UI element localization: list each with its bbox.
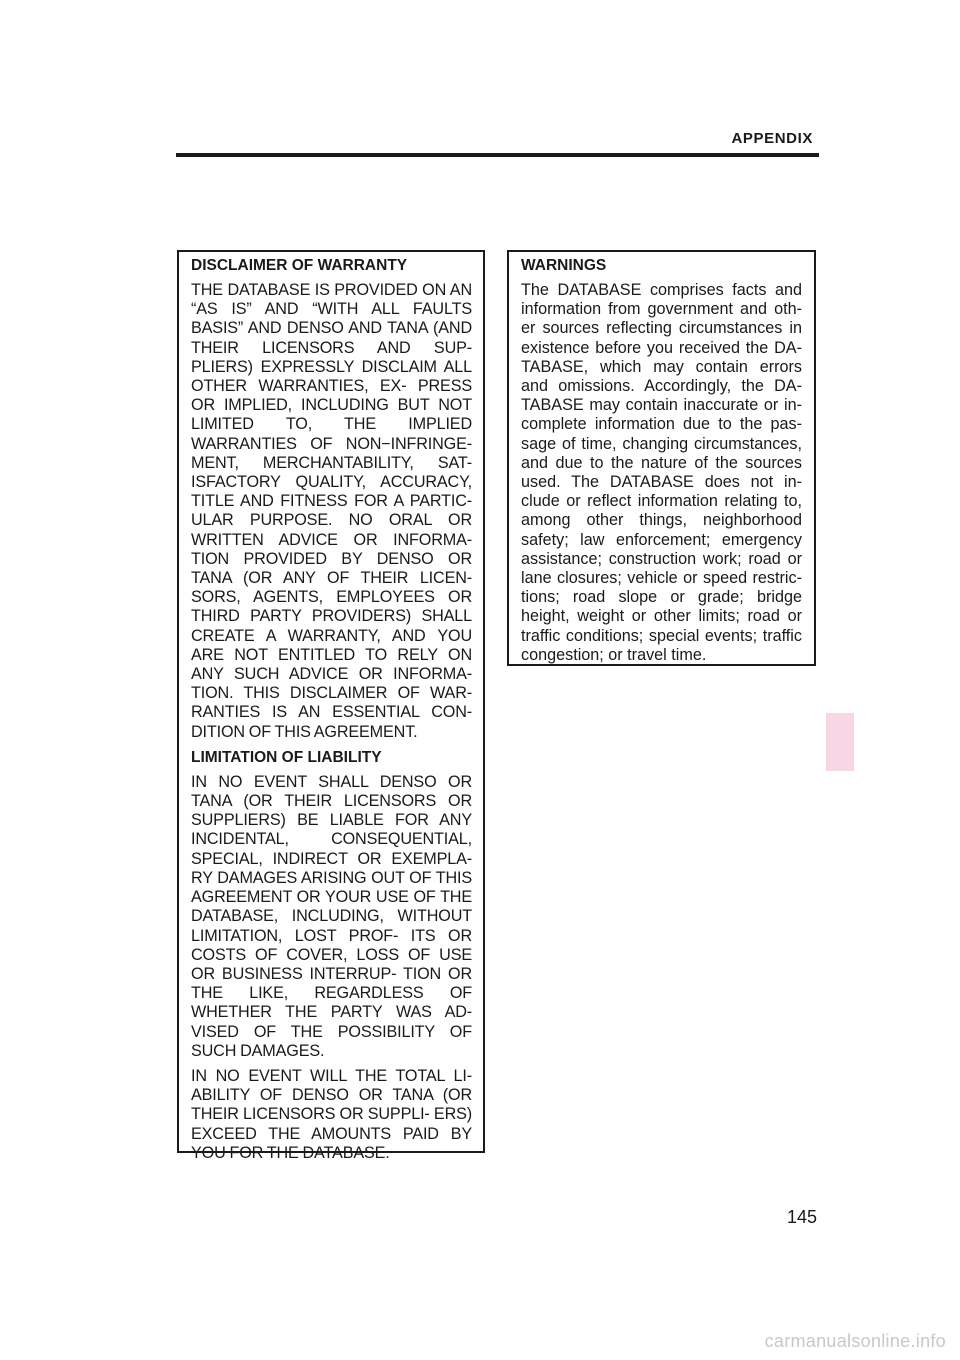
header-rule — [176, 153, 819, 157]
liability-text-1: IN NO EVENT SHALL DENSO OR TANA (OR THEIR LICENSORS OR SUPPLIERS) BE LIABLE FOR ANY INCIDENTAL, CONSEQUENTIAL, SPECIAL, INDIRECT OR EXEMPLA- RY DAMAGES ARISING OUT OF THIS AGREEMENT OR YOUR USE OF THE DATABASE, INCLUDING, WITHOUT LIMITATION, LOST PROF- ITS OR COSTS OF COVER, LOSS OF USE OR BUSINESS INTERRUP- TION OR THE LIKE, REGARDLESS OF WHETHER THE PARTY WAS AD- VISED OF THE POSSIBILITY OF SUCH DAMAGES. — [191, 772, 472, 1060]
liability-heading: LIMITATION OF LIABILITY — [191, 748, 382, 766]
watermark: carmanualsonline.info — [764, 1331, 946, 1351]
liability-text-2: IN NO EVENT WILL THE TOTAL LI- ABILITY OF DENSO OR TANA (OR THEIR LICENSORS OR SUPPLI- ERS) EXCEED THE AMOUNTS PAID BY YOU FOR THE DATABASE. — [191, 1066, 472, 1162]
warnings-text: The DATABASE comprises facts and information from government and oth- er sources reflecting circumstances in existence before you received the DA- TABASE, which may contain errors and omissions. Accordingly, the DA- TABASE may contain inaccurate or in- complete information due to the pas- sage of time, changing circumstances, and due to the nature of the sources used. The DATABASE does not in- clude or reflect information relating to, among other things, neighborhood safety; law enforcement; emergency assistance; construction work; road or lane closures; vehicle or speed restric- tions; road slope or grade; bridge height, weight or other limits; road or traffic conditions; special events; traffic congestion; or travel time. — [521, 281, 802, 664]
page-number: 145 — [786, 1207, 817, 1227]
warnings-box — [507, 250, 816, 666]
disclaimer-text: THE DATABASE IS PROVIDED ON AN “AS IS” AND “WITH ALL FAULTS BASIS” AND DENSO AND TANA (AND THEIR LICENSORS AND SUP- PLIERS) EXPRESSLY DISCLAIM ALL OTHER WARRANTIES, EX- PRESS OR IMPLIED, INCLUDING BUT NOT LIMITED TO, THE IMPLIED WARRANTIES OF NON−INFRINGE- MENT, MERCHANTABILITY, SAT- ISFACTORY QUALITY, ACCURACY, TITLE AND FITNESS FOR A PARTIC- ULAR PURPOSE. NO ORAL OR WRITTEN ADVICE OR INFORMA- TION PROVIDED BY DENSO OR TANA (OR ANY OF THEIR LICEN- SORS, AGENTS, EMPLOYEES OR THIRD PARTY PROVIDERS) SHALL CREATE A WARRANTY, AND YOU ARE NOT ENTITLED TO RELY ON ANY SUCH ADVICE OR INFORMA- TION. THIS DISCLAIMER OF WAR- RANTIES IS AN ESSENTIAL CON- DITION OF THIS AGREEMENT. — [191, 281, 472, 741]
header-title: APPENDIX — [731, 130, 813, 147]
warnings-heading: WARNINGS — [521, 257, 607, 274]
section-tab — [826, 713, 854, 771]
disclaimer-box — [177, 250, 485, 1162]
disclaimer-heading: DISCLAIMER OF WARRANTY — [191, 257, 408, 274]
